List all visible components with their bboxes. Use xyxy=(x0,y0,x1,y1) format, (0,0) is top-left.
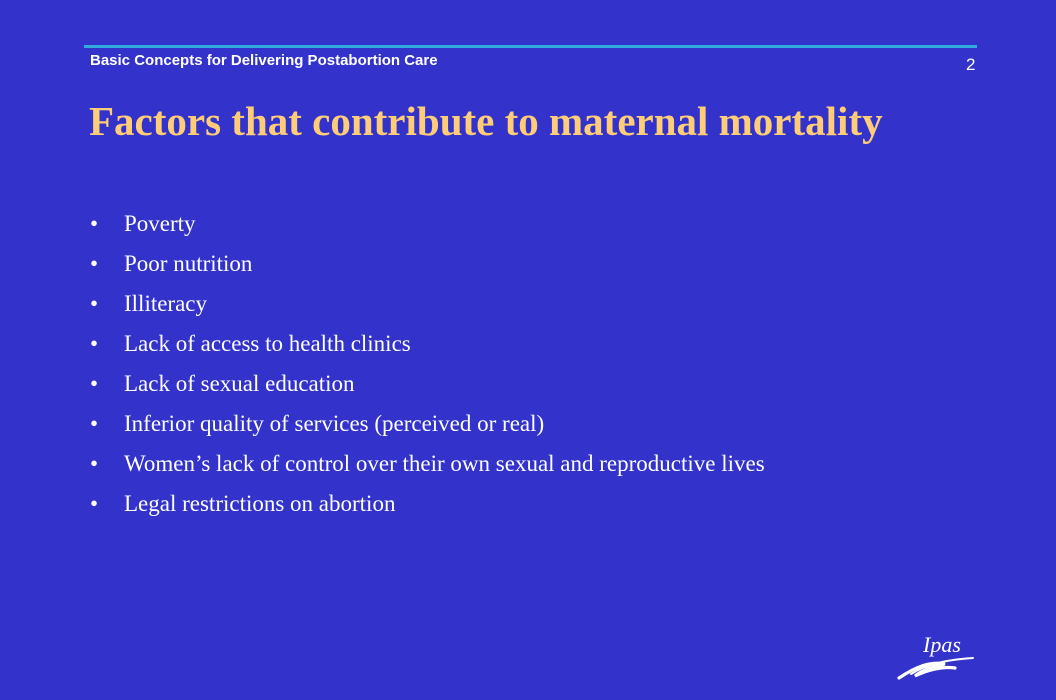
bullet-text: Illiteracy xyxy=(124,291,208,316)
slide-title: Factors that contribute to maternal mortality xyxy=(89,98,883,144)
header-divider xyxy=(84,45,977,48)
bullet-text: Poor nutrition xyxy=(124,251,253,276)
bullet-item xyxy=(90,488,765,528)
page-number: 2 xyxy=(966,55,976,74)
bullet-text: Poverty xyxy=(124,211,196,236)
bullet-item xyxy=(90,248,765,288)
bullet-marker: • xyxy=(90,291,99,316)
bullet-marker: • xyxy=(90,211,99,236)
bullet-marker: • xyxy=(90,371,99,396)
bullet-item xyxy=(90,408,765,448)
ipas-logo xyxy=(893,628,979,684)
bullet-item xyxy=(90,288,765,328)
bullet-list xyxy=(90,208,765,528)
bullet-marker: • xyxy=(90,451,99,476)
logo-wordmark: Ipas xyxy=(923,632,961,657)
bullet-marker: • xyxy=(90,251,99,276)
bullet-item xyxy=(90,448,765,488)
bullet-text: Lack of access to health clinics xyxy=(124,331,411,356)
bullet-text: Women’s lack of control over their own sexual and reproductive lives xyxy=(124,451,765,476)
bullet-text: Legal restrictions on abortion xyxy=(124,491,396,516)
bullet-text: Lack of sexual education xyxy=(124,371,355,396)
bullet-marker: • xyxy=(90,491,99,516)
bullet-item xyxy=(90,368,765,408)
bullet-text: Inferior quality of services (perceived or real) xyxy=(124,411,545,436)
bullet-item xyxy=(90,208,765,248)
bullet-item xyxy=(90,328,765,368)
bullet-marker: • xyxy=(90,331,99,356)
course-title: Basic Concepts for Delivering Postabortion Care xyxy=(90,52,438,69)
bullet-marker: • xyxy=(90,411,99,436)
